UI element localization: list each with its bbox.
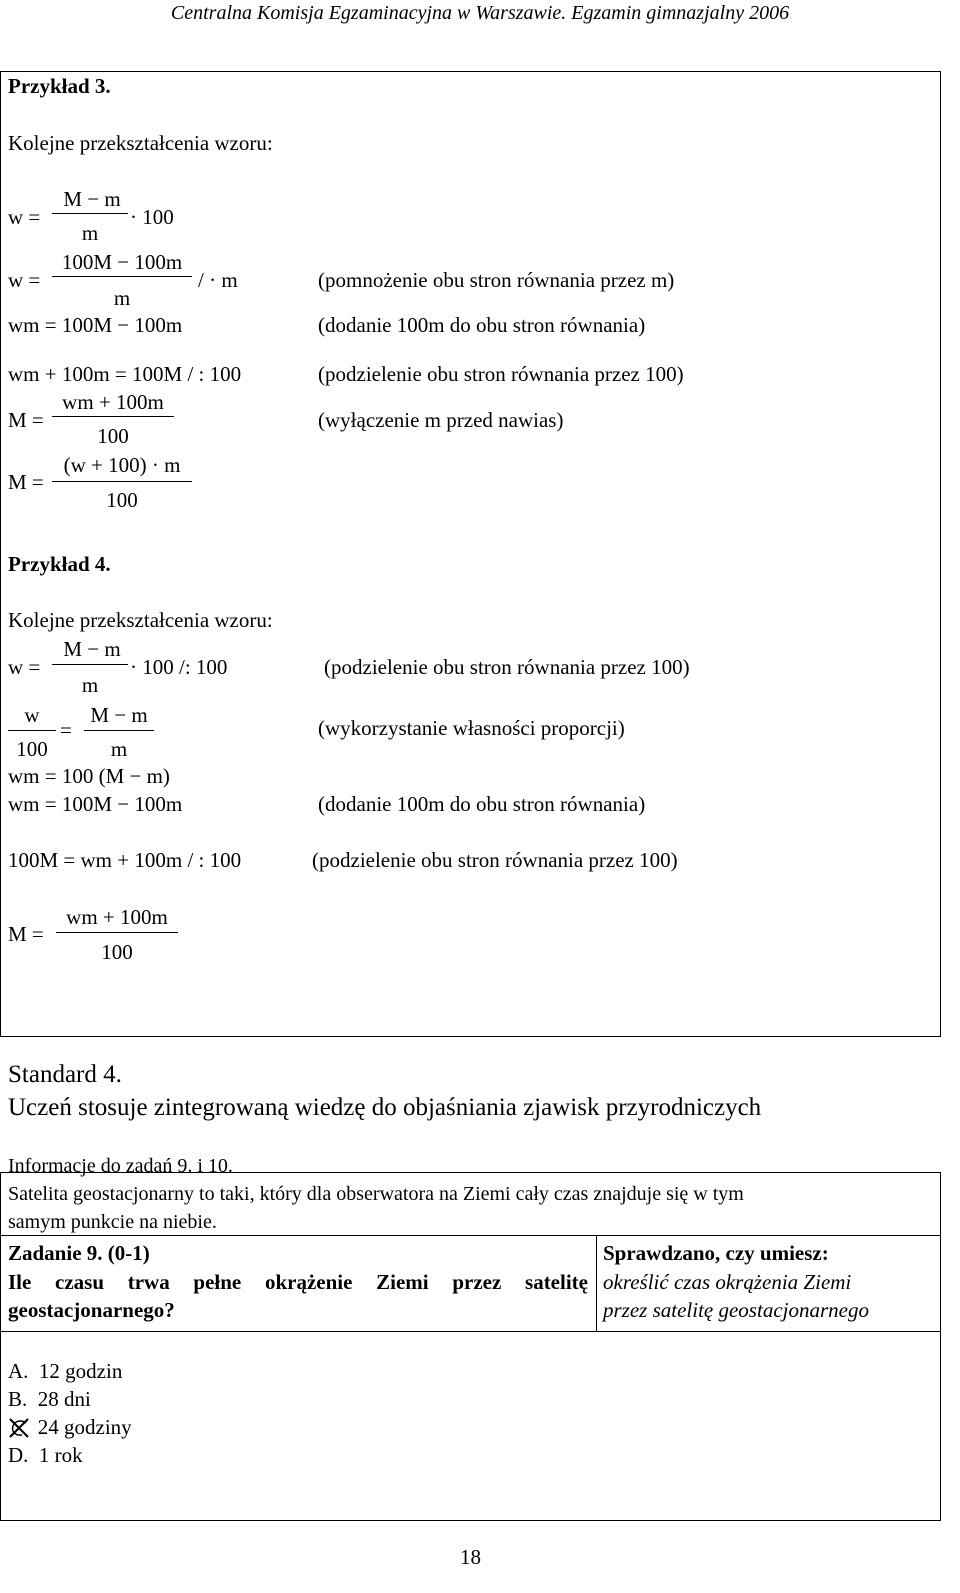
ex3-l5-numerator: wm + 100m [62,390,164,414]
ex4-l1-rest: · 100 /: 100 [130,655,228,679]
ex4-l2-numerator-right: M − m [90,703,148,727]
ex3-l1-rest: · 100 [130,205,174,229]
page-number: 18 [460,1545,481,1569]
task-question-line-1: Ile czasu trwa pełne okrążenie Ziemi przez satelitę [8,1270,588,1294]
ex3-l6-fraction-bar [52,481,192,482]
ex3-l5-note: (wyłączenie m przed nawias) [318,408,564,432]
ex3-l2-denominator: m [113,286,131,310]
answer-letter: B. [8,1387,28,1411]
ex4-l1-denominator: m [81,673,99,697]
ex4-l5-note: (podzielenie obu stron równania przez 100) [312,848,678,872]
answer-letter: D. [8,1443,29,1467]
ex3-l3: wm = 100M − 100m [8,313,183,337]
standard-title: Standard 4. [8,1061,122,1088]
ex4-l2-fraction-bar-left [8,730,56,731]
ex3-l4-note: (podzielenie obu stron równania przez 100) [318,362,684,386]
ex4-l1-fraction-bar [52,664,128,665]
answer-text: 1 rok [38,1443,83,1467]
ex3-l2-numerator: 100M − 100m [61,250,183,274]
ex4-l2-equals: = [60,718,72,742]
ex3-l1-denominator: m [81,221,99,245]
ex4-l2-note: (wykorzystanie własności proporcji) [318,716,625,740]
page-header: Centralna Komisja Egzaminacyjna w Warszawie. Egzamin gimnazjalny 2006 [170,2,790,24]
ex4-l5: 100M = wm + 100m / : 100 [8,848,242,872]
answer-option-d[interactable] [8,1443,83,1468]
ex3-l1-numerator: M − m [63,187,121,211]
cross-mark-icon [8,1417,30,1439]
ex4-l2-numerator-left: w [24,703,40,727]
ex4-l3: wm = 100 (M − m) [8,764,170,788]
ex3-l4: wm + 100m = 100M / : 100 [8,362,242,386]
answer-text: 12 godzin [38,1359,123,1383]
answer-option-a[interactable] [8,1359,122,1384]
skill-check-line-2: przez satelitę geostacjonarnego [603,1298,869,1322]
ex3-l6-denominator: 100 [106,488,138,512]
ex4-l2-denominator-left: 100 [16,737,48,761]
example3-intro: Kolejne przekształcenia wzoru: [8,131,273,155]
ex4-l6-fraction-bar [56,932,178,933]
ex4-l1-numerator: M − m [63,637,121,661]
skill-check-title: Sprawdzano, czy umiesz: [603,1241,829,1265]
answer-letter: A. [8,1359,29,1383]
skill-check-line-1: określić czas okrążenia Ziemi [603,1270,852,1294]
example3-title: Przykład 3. [8,74,111,98]
ex3-l1-lhs: w = [8,205,41,229]
ex3-l2-lhs: w = [8,268,41,292]
ex4-l6-denominator: 100 [101,940,133,964]
standard-description: Uczeń stosuje zintegrowaną wiedzę do objaśniania zjawisk przyrodniczych [8,1094,762,1121]
ex4-l4-note: (dodanie 100m do obu stron równania) [318,792,646,816]
task-question-line-2: geostacjonarnego? [8,1298,175,1322]
answer-text: 28 dni [37,1387,91,1411]
ex3-l5-lhs: M = [8,408,44,432]
ex3-l2-note: (pomnożenie obu stron równania przez m) [318,268,675,292]
info-title: Informacje do zadań 9. i 10. [8,1155,233,1177]
ex3-l2-fraction-bar [52,276,192,277]
ex4-l4: wm = 100M − 100m [8,792,183,816]
ex3-l3-note: (dodanie 100m do obu stron równania) [318,313,646,337]
example4-intro: Kolejne przekształcenia wzoru: [8,608,273,632]
ex3-l2-rest: / · m [198,268,238,292]
ex3-l6-numerator: (w + 100) · m [63,453,181,477]
answer-text: 24 godziny [37,1415,132,1439]
answer-option-b[interactable] [8,1387,91,1412]
task-box-divider [0,1235,941,1236]
info-line-2: samym punkcie na niebie. [8,1211,217,1233]
task-title: Zadanie 9. (0-1) [8,1241,150,1265]
info-line-1: Satelita geostacjonarny to taki, który dla obserwatora na Ziemi cały czas znajduje się w tym [8,1183,744,1205]
task-box-column-divider [596,1235,597,1331]
ex4-l2-denominator-right: m [110,737,128,761]
ex3-l5-fraction-bar [52,416,174,417]
ex4-l6-numerator: wm + 100m [66,905,168,929]
ex3-l1-fraction-bar [52,213,128,214]
example4-title: Przykład 4. [8,552,111,576]
ex4-l1-note: (podzielenie obu stron równania przez 100) [324,655,690,679]
ex4-l6-lhs: M = [8,922,44,946]
task-box-answers-divider [0,1331,941,1332]
ex4-l2-fraction-bar-right [84,730,154,731]
ex3-l5-denominator: 100 [97,424,129,448]
ex3-l6-lhs: M = [8,470,44,494]
ex4-l1-lhs: w = [8,655,41,679]
